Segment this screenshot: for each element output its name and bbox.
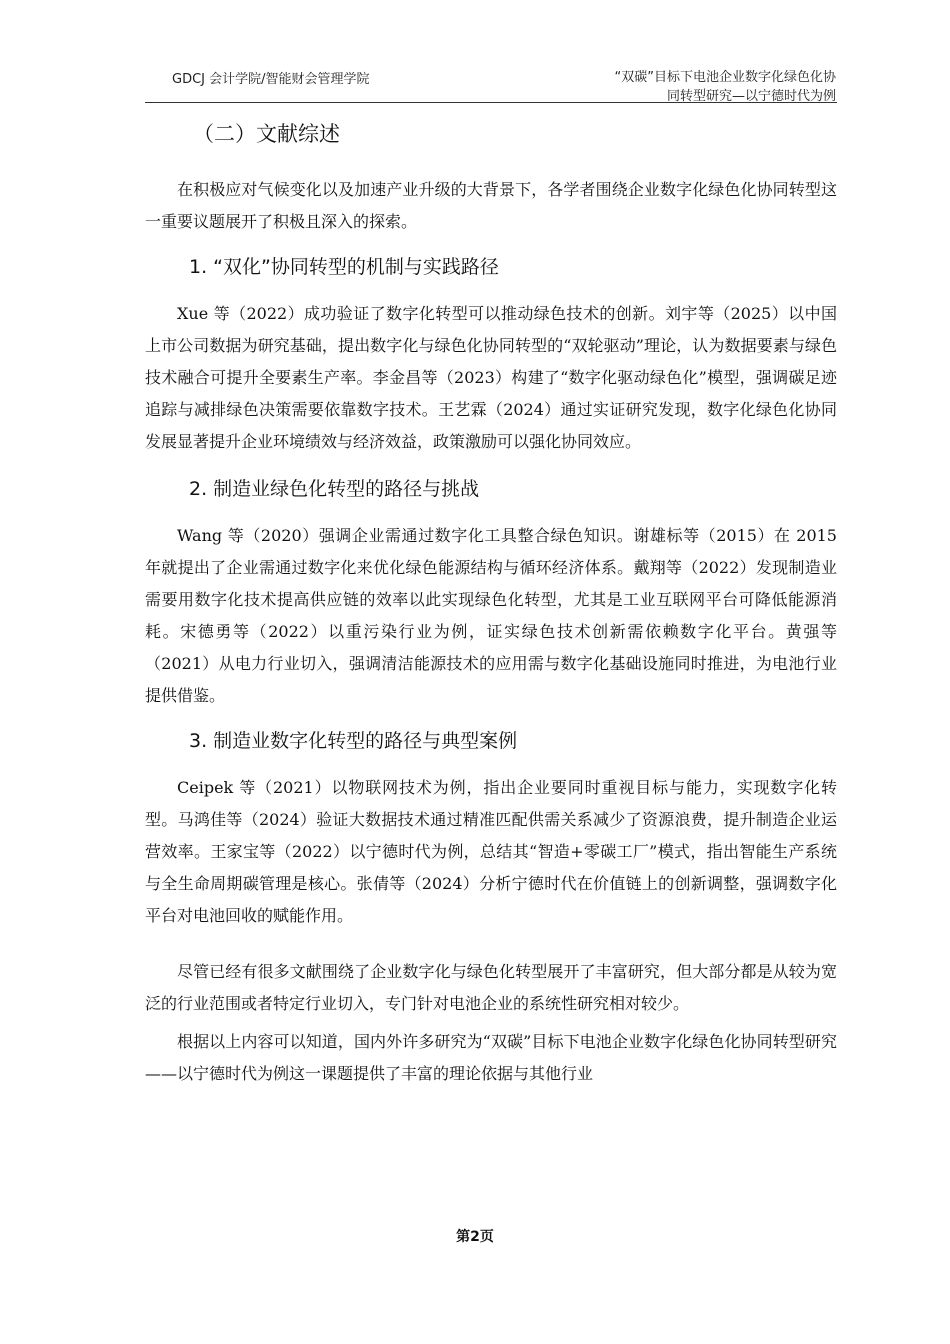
section-title: （二）文献综述 bbox=[193, 122, 340, 146]
subheading-3: 3. 制造业数字化转型的路径与典型案例 bbox=[189, 730, 518, 752]
header-right-line1: “双碳”目标下电池企业数字化绿色化协 bbox=[614, 70, 836, 85]
header-right-line2: 同转型研究—以宁德时代为例 bbox=[666, 89, 836, 104]
summary-paragraph-2: 根据以上内容可以知道，国内外许多研究为“双碳”目标下电池企业数字化绿色化协同转型研究——以宁德时代为例这一课题提供了丰富的理论依据与其他行业 bbox=[145, 1032, 837, 1083]
intro-paragraph: 在积极应对气候变化以及加速产业升级的大背景下，各学者围绕企业数字化绿色化协同转型这一重要议题展开了积极且深入的探索。 bbox=[145, 180, 837, 231]
paragraph-2: Wang 等（2020）强调企业需通过数字化工具整合绿色知识。谢雄标等（2015）在 2015 年就提出了企业需通过数字化来优化绿色能源结构与循环经济体系。戴翔等（2022）发现制造业需要用数字化技术提高供应链的效率以此实现绿色化转型，尤其是工业互联网平台可降低能源消耗。宋德勇等（2022）以重污染行业为例，证实绿色技术创新需依赖数字化平台。黄强等（2021）从电力行业切入，强调清洁能源技术的应用需与数字化基础设施同时推进，为电池行业提供借鉴。 bbox=[145, 526, 837, 705]
subheading-2: 2. 制造业绿色化转型的路径与挑战 bbox=[189, 478, 480, 500]
document-body bbox=[145, 112, 837, 1090]
header-right-text bbox=[516, 68, 836, 106]
summary-paragraph-1: 尽管已经有很多文献围绕了企业数字化与绿色化转型展开了丰富研究，但大部分都是从较为宽泛的行业范围或者特定行业切入，专门针对电池企业的系统性研究相对较少。 bbox=[145, 962, 837, 1013]
header-left-text: GDCJ 会计学院/智能财会管理学院 bbox=[172, 72, 370, 87]
header-divider bbox=[145, 102, 837, 103]
subheading-1: 1. “双化”协同转型的机制与实践路径 bbox=[189, 256, 499, 278]
paragraph-3: Ceipek 等（2021）以物联网技术为例，指出企业要同时重视目标与能力，实现数字化转型。马鸿佳等（2024）验证大数据技术通过精准匹配供需关系减少了资源浪费，提升制造企业运营效率。王家宝等（2022）以宁德时代为例，总结其“智造+零碳工厂”模式，指出智能生产系统与全生命周期碳管理是核心。张倩等（2024）分析宁德时代在价值链上的创新调整，强调数字化平台对电池回收的赋能作用。 bbox=[145, 778, 837, 925]
page-number: 第2页 bbox=[456, 1229, 494, 1245]
paragraph-1: Xue 等（2022）成功验证了数字化转型可以推动绿色技术的创新。刘宇等（2025）以中国上市公司数据为研究基础，提出数字化与绿色化协同转型的“双轮驱动”理论，认为数据要素与绿色技术融合可提升全要素生产率。李金昌等（2023）构建了“数字化驱动绿色化”模型，强调碳足迹追踪与减排绿色决策需要依靠数字技术。王艺霖（2024）通过实证研究发现，数字化绿色化协同发展显著提升企业环境绩效与经济效益，政策激励可以强化协同效应。 bbox=[145, 304, 837, 451]
